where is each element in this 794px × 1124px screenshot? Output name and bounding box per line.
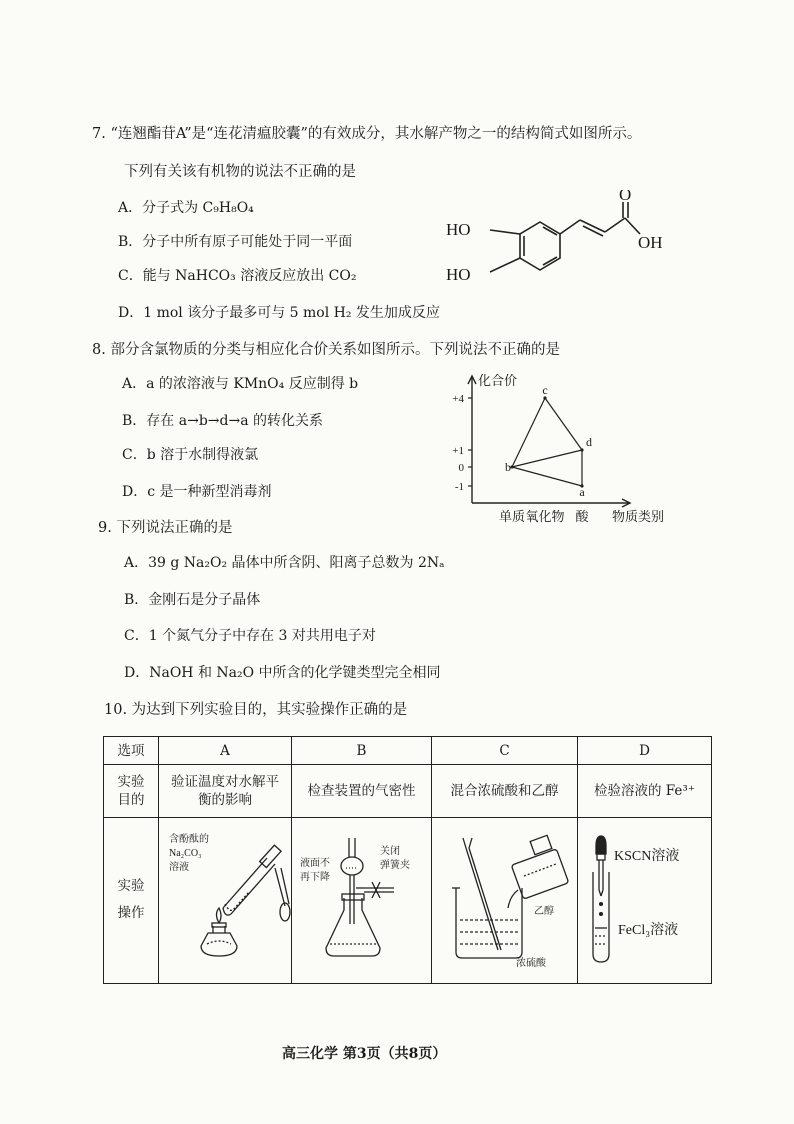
y-tick-label: +4 <box>452 393 464 405</box>
header-c: C <box>432 737 578 765</box>
operation-c-illustration <box>432 817 578 983</box>
y-axis-label: 化合价 <box>478 373 518 388</box>
label-a-line2: Na₂CO₃ <box>169 847 202 859</box>
structure-carbonyl-o: O <box>619 190 632 204</box>
q8-option-b: B．存在 a→b→d→a 的转化关系 <box>122 413 323 429</box>
operation-d-illustration <box>578 817 712 983</box>
edge-b-a <box>512 467 582 486</box>
label-b-left-line1: 液面不 <box>300 857 330 869</box>
q9-option-a: A．39 g Na₂O₂ 晶体中所含阴、阳离子总数为 2Nₐ <box>124 555 445 571</box>
structure-oh-bottom: HO <box>446 265 471 284</box>
label-b-right-line1: 关闭 <box>380 845 400 857</box>
q8-option-d: D．c 是一种新型消毒剂 <box>122 484 272 500</box>
purpose-b: 检查装置的气密性 <box>292 765 432 818</box>
header-option: 选项 <box>104 737 159 765</box>
chlorine-valence-chart <box>420 368 670 528</box>
y-tick-label: -1 <box>454 481 464 493</box>
label-a-line1: 含酚酞的 <box>169 833 209 845</box>
point-label-d: d <box>586 435 592 449</box>
q10-stem: 10. 为达到下列实验目的，其实验操作正确的是 <box>104 702 408 718</box>
apparatus-b <box>296 828 432 968</box>
table-operation-row <box>104 817 712 983</box>
point-label-b: b <box>505 460 511 474</box>
q7-ask: 下列有关该有机物的说法不正确的是 <box>124 164 356 180</box>
q9-option-c: C．1 个氮气分子中存在 3 对共用电子对 <box>124 628 376 644</box>
label-a-line3: 溶液 <box>169 861 189 873</box>
y-tick-label: +1 <box>452 445 464 457</box>
header-a: A <box>159 737 292 765</box>
purpose-d: 检验溶液的 Fe³⁺ <box>578 765 712 818</box>
q8-stem: 8. 部分含氯物质的分类与相应化合价关系如图所示。下列说法不正确的是 <box>92 342 560 358</box>
table-purpose-row <box>104 765 712 818</box>
header-b: B <box>292 737 432 765</box>
page-footer: 高三化学 第3页（共8页） <box>282 1046 447 1062</box>
edge-c-d <box>545 398 582 450</box>
y-tick-label: 0 <box>458 462 464 474</box>
x-axis-label: 物质类别 <box>612 509 665 524</box>
purpose-c: 混合浓硫酸和乙醇 <box>432 765 578 818</box>
label-c-acid: 浓硫酸 <box>516 957 546 968</box>
label-d-fecl3: FeCl₃溶液 <box>618 922 679 938</box>
table-header-row <box>104 737 712 765</box>
q8-option-c: C．b 溶于水制得液氯 <box>122 447 259 463</box>
x-category-label: 氧化物 <box>525 509 565 524</box>
header-d: D <box>578 737 712 765</box>
point-d <box>580 448 583 451</box>
point-label-a: a <box>579 485 585 499</box>
apparatus-a <box>163 828 291 968</box>
structure-oh-top: HO <box>446 220 471 239</box>
point-label-c: c <box>542 383 548 397</box>
q9-option-b: B．金刚石是分子晶体 <box>124 592 261 608</box>
q8-option-a: A．a 的浓溶液与 KMnO₄ 反应制得 b <box>122 376 359 392</box>
label-d-kscn: KSCN溶液 <box>614 848 680 864</box>
q9-option-d: D．NaOH 和 Na₂O 中所含的化学键类型完全相同 <box>124 665 441 681</box>
q7-option-d: D．1 mol 该分子最多可与 5 mol H₂ 发生加成反应 <box>118 305 440 321</box>
operation-b-illustration <box>292 817 432 983</box>
caffeic-acid-structure <box>440 190 670 300</box>
q7-option-c: C．能与 NaHCO₃ 溶液反应放出 CO₂ <box>118 268 357 284</box>
apparatus-d <box>582 828 710 968</box>
operation-a-illustration <box>159 817 292 983</box>
experiment-table <box>103 736 712 984</box>
label-c-ethanol: 乙醇 <box>534 905 554 917</box>
structure-acid-oh: OH <box>638 233 663 252</box>
operation-label: 实验操作 <box>104 817 159 983</box>
x-category-label: 酸 <box>575 509 589 524</box>
edge-b-c <box>512 398 545 467</box>
purpose-label: 实验目的 <box>104 765 159 818</box>
q7-option-a: A．分子式为 C₉H₈O₄ <box>118 200 254 216</box>
label-b-left-line2: 再下降 <box>300 871 330 883</box>
label-b-right-line2: 弹簧夹 <box>380 859 410 871</box>
x-category-label: 单质 <box>498 509 526 524</box>
q7-stem: 7. “连翘酯苷A”是“连花清瘟胶囊”的有效成分，其水解产物之一的结构简式如图所示。 <box>92 126 642 142</box>
apparatus-c <box>436 828 576 968</box>
edge-b-d <box>512 450 582 467</box>
q9-stem: 9. 下列说法正确的是 <box>98 520 233 536</box>
q7-option-b: B．分子中所有原子可能处于同一平面 <box>118 234 353 250</box>
purpose-a: 验证温度对水解平衡的影响 <box>159 765 292 818</box>
